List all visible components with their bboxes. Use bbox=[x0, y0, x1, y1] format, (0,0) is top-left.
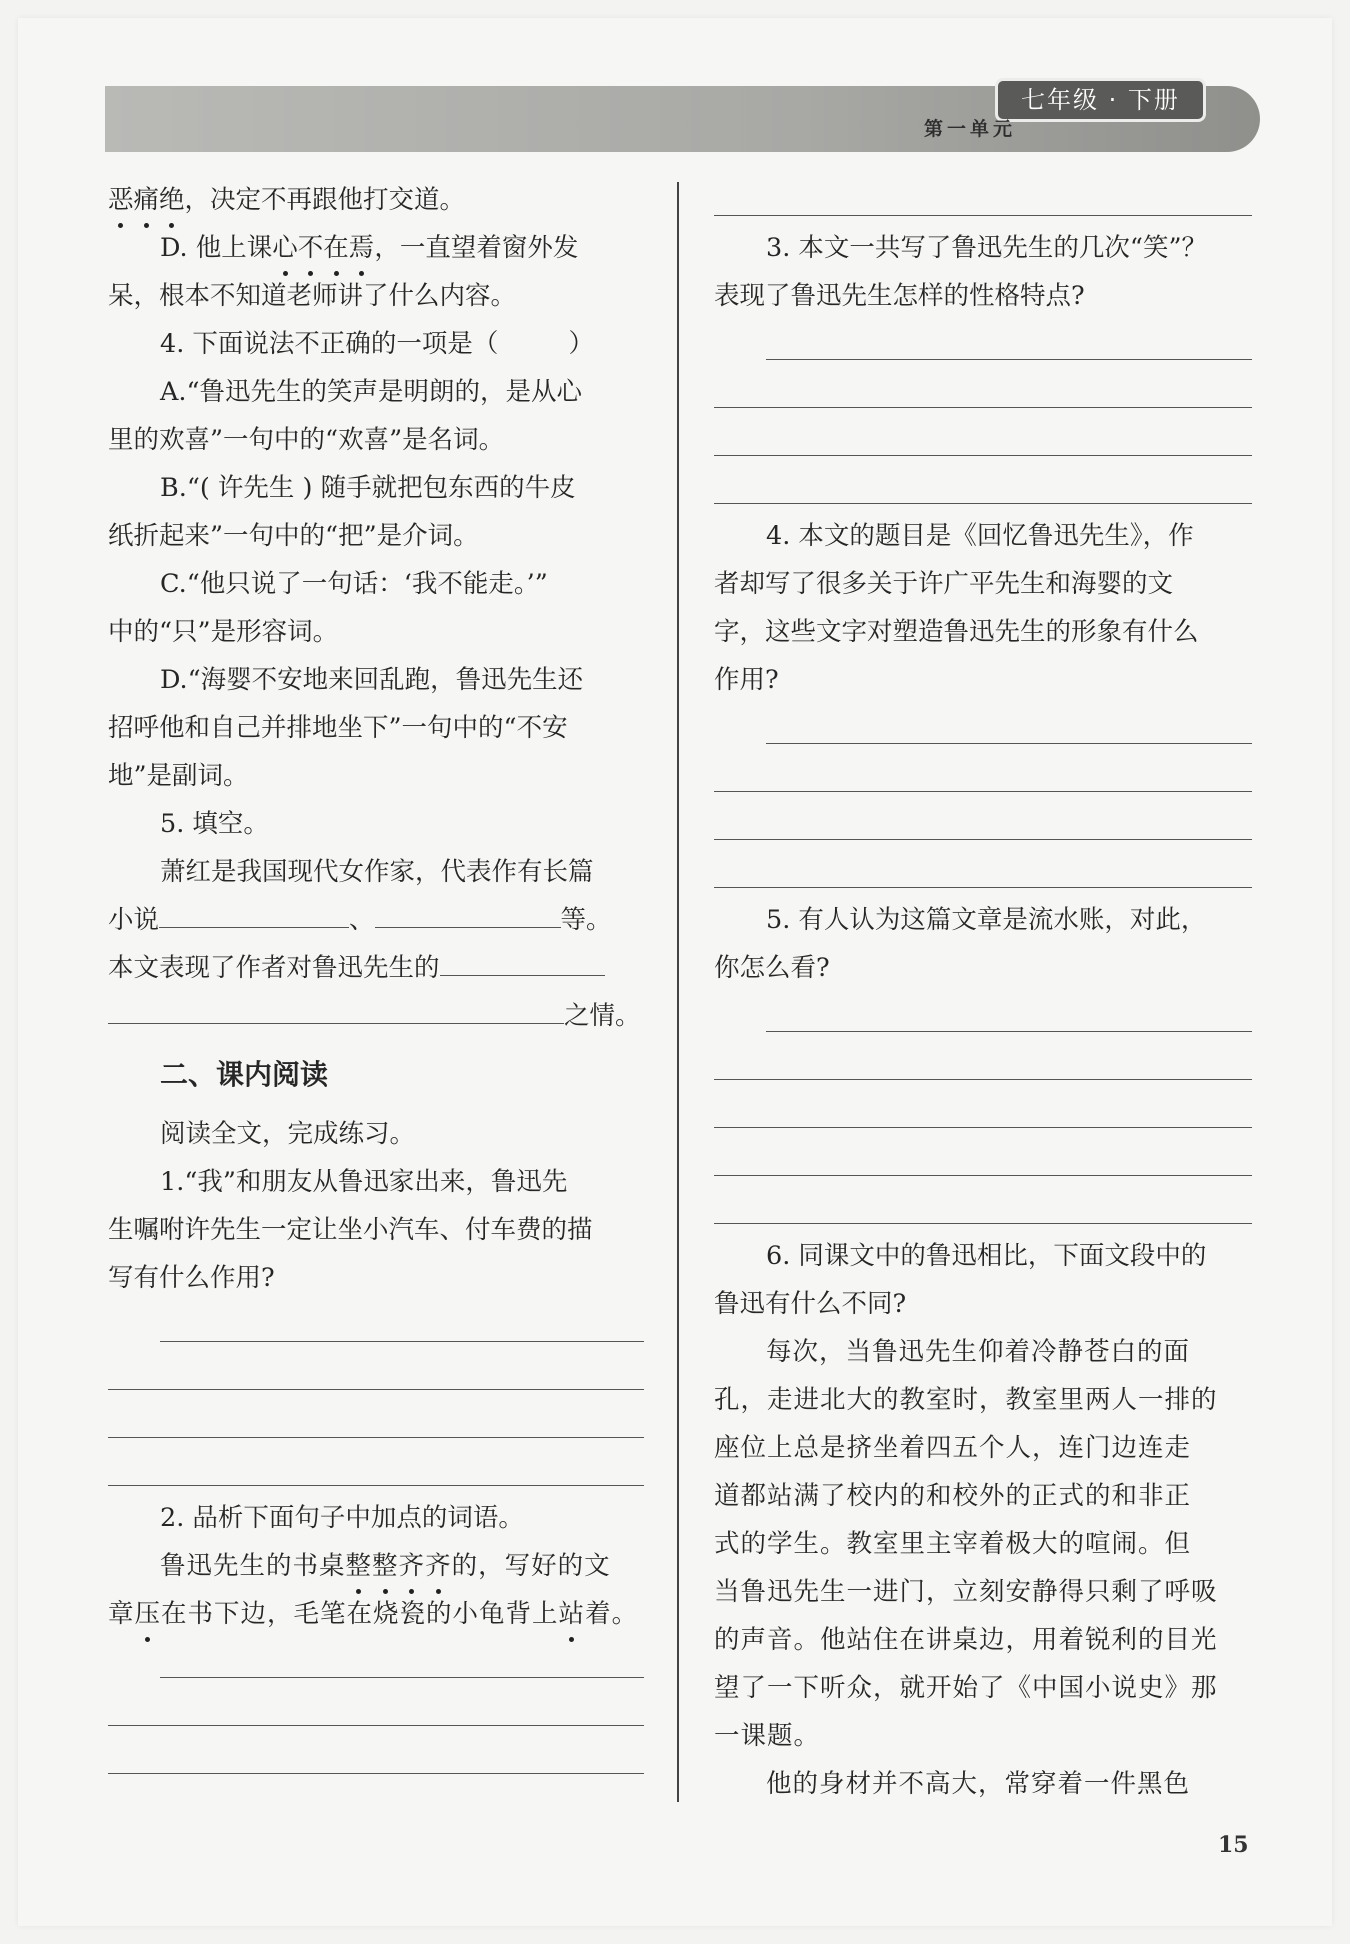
answer-line[interactable] bbox=[714, 1088, 1252, 1136]
passage-line: 的声音。他站住在讲桌边，用着锐利的目光 bbox=[714, 1625, 1218, 1654]
option-c: C.“他只说了一句话：‘我不能走。’” bbox=[160, 569, 548, 599]
text-line: 呆，根本不知道老师讲了什么内容。 bbox=[108, 281, 517, 311]
unit-label: 第一单元 bbox=[923, 118, 1016, 140]
answer-line[interactable] bbox=[108, 1686, 644, 1734]
question-5: 5. 有人认为这篇文章是流水账，对此， bbox=[766, 905, 1207, 935]
answer-blank[interactable] bbox=[108, 993, 564, 1024]
passage-line: 座位上总是挤坐着四五个人，连门边连走 bbox=[714, 1433, 1192, 1462]
text-line: 地”是副词。 bbox=[108, 761, 249, 791]
question-2: 2. 品析下面句子中加点的词语。 bbox=[160, 1503, 524, 1533]
fill-blank-line: 本文表现了作者对鲁迅先生的 bbox=[108, 944, 644, 992]
passage-line: 道都站满了校内的和校外的正式的和非正 bbox=[714, 1481, 1192, 1510]
text-line: 作用? bbox=[714, 665, 779, 695]
quoted-sentence: 鲁迅先生的书桌整整齐齐的，写好的文 bbox=[108, 1542, 644, 1590]
answer-blank[interactable] bbox=[440, 945, 605, 976]
answer-line[interactable] bbox=[108, 1638, 644, 1686]
left-column bbox=[108, 176, 644, 1782]
answer-line[interactable] bbox=[714, 992, 1252, 1040]
text-line: 恶痛绝，决定不再跟他打交道。 bbox=[108, 176, 644, 224]
passage-line: 每次，当鲁迅先生仰着冷静苍白的面 bbox=[766, 1337, 1191, 1366]
answer-line[interactable] bbox=[108, 1398, 644, 1446]
section-heading: 二、课内阅读 bbox=[160, 1058, 329, 1091]
text-line: 字，这些文字对塑造鲁迅先生的形象有什么 bbox=[714, 617, 1199, 647]
answer-line[interactable] bbox=[714, 1040, 1252, 1088]
answer-line[interactable] bbox=[714, 416, 1252, 464]
text-line: 纸折起来”一句中的“把”是介词。 bbox=[108, 521, 479, 551]
answer-line[interactable] bbox=[108, 1446, 644, 1494]
passage-line: 他的身材并不高大，常穿着一件黑色 bbox=[766, 1769, 1191, 1798]
answer-line[interactable] bbox=[108, 1350, 644, 1398]
option-a: A.“鲁迅先生的笑声是明朗的，是从心 bbox=[160, 377, 583, 407]
text-line: 者却写了很多关于许广平先生和海婴的文 bbox=[714, 569, 1174, 599]
text-line: 生嘱咐许先生一定让坐小汽车、付车费的描 bbox=[108, 1215, 593, 1245]
fill-blank-line: 小说 、 等。 bbox=[108, 896, 644, 944]
question-3: 3. 本文一共写了鲁迅先生的几次“笑”？ bbox=[766, 233, 1208, 263]
text-line: 萧红是我国现代女作家，代表作有长篇 bbox=[160, 857, 594, 887]
text-line: 写有什么作用? bbox=[108, 1263, 275, 1293]
grade-tab: 七年级 · 下册 bbox=[995, 78, 1206, 122]
right-column bbox=[714, 176, 1252, 1808]
answer-line[interactable] bbox=[714, 1136, 1252, 1184]
answer-line[interactable] bbox=[714, 752, 1252, 800]
answer-line[interactable] bbox=[108, 1734, 644, 1782]
text-line: 表现了鲁迅先生怎样的性格特点? bbox=[714, 281, 1085, 311]
text-line: 招呼他和自己并排地坐下”一句中的“不安 bbox=[108, 713, 568, 743]
text-line: 里的欢喜”一句中的“欢喜”是名词。 bbox=[108, 425, 505, 455]
page-number: 15 bbox=[1218, 1832, 1249, 1858]
text-line: 鲁迅有什么不同? bbox=[714, 1289, 907, 1319]
answer-line[interactable] bbox=[714, 848, 1252, 896]
option-b: B.“( 许先生 ) 随手就把包东西的牛皮 bbox=[160, 473, 576, 503]
answer-line[interactable] bbox=[714, 368, 1252, 416]
question-5: 5. 填空。 bbox=[160, 809, 269, 839]
fill-blank-line: 之情。 bbox=[108, 992, 644, 1040]
answer-line[interactable] bbox=[714, 1184, 1252, 1232]
answer-blank[interactable] bbox=[375, 897, 561, 928]
text-line: 你怎么看? bbox=[714, 953, 830, 983]
answer-line[interactable] bbox=[714, 320, 1252, 368]
answer-line[interactable] bbox=[108, 1302, 644, 1350]
answer-line[interactable] bbox=[714, 464, 1252, 512]
quoted-sentence: 章压在书下边，毛笔在烧瓷的小龟背上站着。 bbox=[108, 1590, 644, 1638]
column-divider bbox=[677, 182, 679, 1802]
passage-line: 式的学生。教室里主宰着极大的喧闹。但 bbox=[714, 1529, 1192, 1558]
question-4: 4. 本文的题目是《回忆鲁迅先生》，作 bbox=[766, 521, 1194, 551]
passage-line: 一课题。 bbox=[714, 1721, 821, 1750]
passage-line: 望了一下听众，就开始了《中国小说史》那 bbox=[714, 1673, 1218, 1702]
answer-blank[interactable] bbox=[159, 897, 349, 928]
question-4: 4. 下面说法不正确的一项是（ ） bbox=[160, 329, 594, 359]
answer-line[interactable] bbox=[714, 800, 1252, 848]
option-d: D.“海婴不安地来回乱跑，鲁迅先生还 bbox=[160, 665, 584, 695]
instruction: 阅读全文，完成练习。 bbox=[160, 1119, 416, 1149]
passage-line: 当鲁迅先生一进门，立刻安静得只剩了呼吸 bbox=[714, 1577, 1218, 1606]
passage-line: 孔，走进北大的教室时，教室里两人一排的 bbox=[714, 1385, 1218, 1414]
option-d-line: D. 他上课心不在焉，一直望着窗外发 bbox=[108, 224, 644, 272]
question-1: 1.“我”和朋友从鲁迅家出来，鲁迅先 bbox=[160, 1167, 568, 1197]
answer-line[interactable] bbox=[714, 176, 1252, 224]
question-6: 6. 同课文中的鲁迅相比，下面文段中的 bbox=[766, 1241, 1207, 1271]
text-line: 中的“只”是形容词。 bbox=[108, 617, 339, 647]
answer-line[interactable] bbox=[714, 704, 1252, 752]
